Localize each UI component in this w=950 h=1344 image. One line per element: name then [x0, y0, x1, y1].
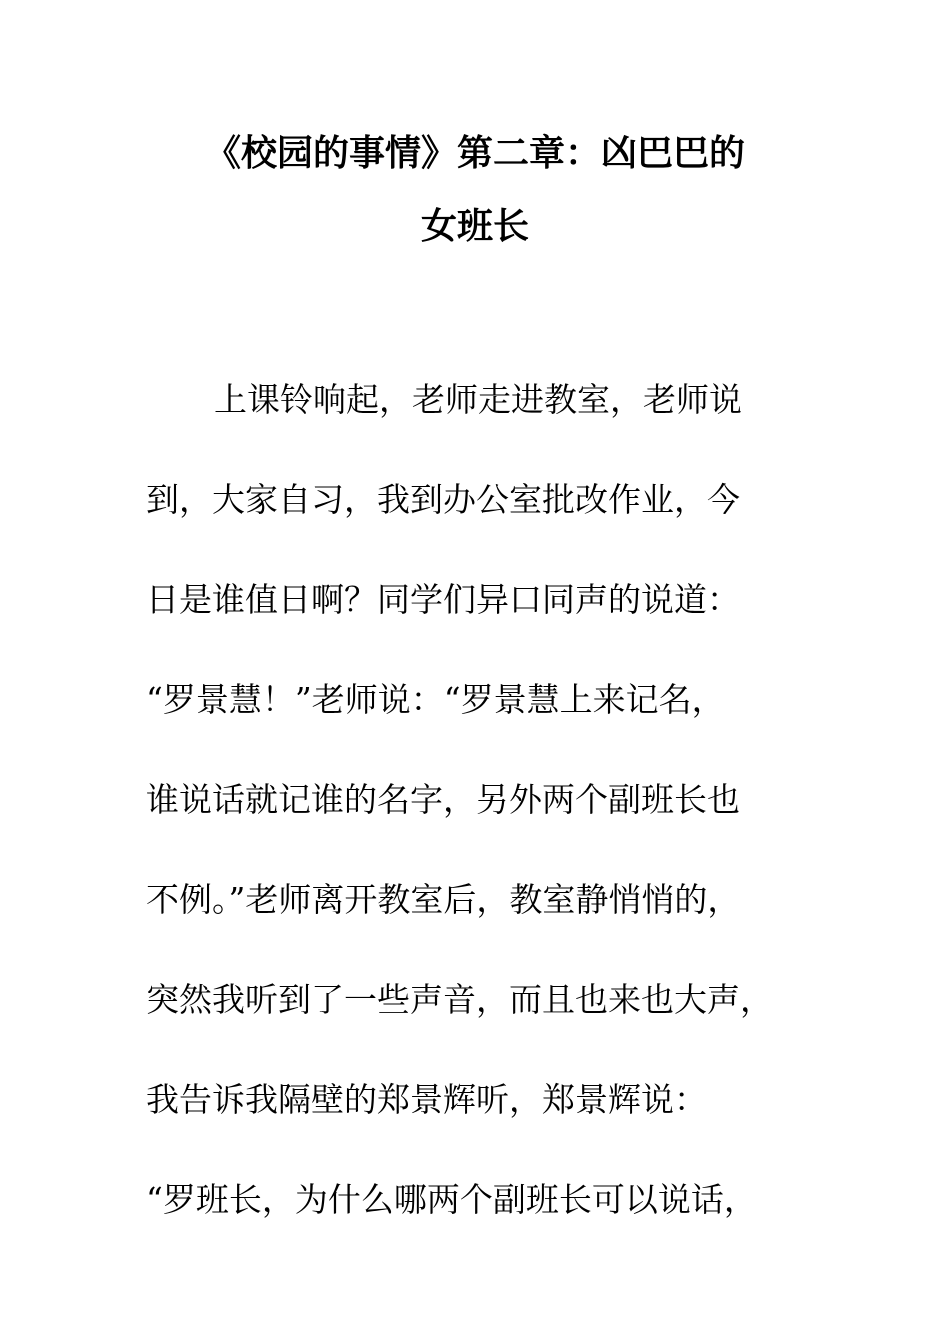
body-text-line: 日是谁值日啊？同学们异口同声的说道： — [146, 580, 740, 619]
body-text-line: 我告诉我隔壁的郑景辉听，郑景辉说： — [146, 1080, 707, 1119]
body-text-line: 上课铃响起，老师走进教室，老师说 — [214, 380, 742, 419]
body-text-line: 谁说话就记谁的名字，另外两个副班长也 — [146, 780, 740, 819]
body-text-line: 到，大家自习，我到办公室批改作业，今 — [146, 480, 740, 519]
body-text-line: “罗景慧！”老师说：“罗景慧上来记名， — [146, 680, 725, 719]
chapter-title-line-2: 女班长 — [420, 206, 529, 247]
body-text-line: 突然我听到了一些声音，而且也来也大声， — [146, 980, 773, 1019]
body-text-line: 不例。”老师离开教室后，教室静悄悄的， — [146, 880, 741, 919]
chapter-title-line-1: 《校园的事情》第二章：凶巴巴的 — [204, 133, 745, 174]
body-text-line: “罗班长，为什么哪两个副班长可以说话， — [146, 1180, 757, 1219]
